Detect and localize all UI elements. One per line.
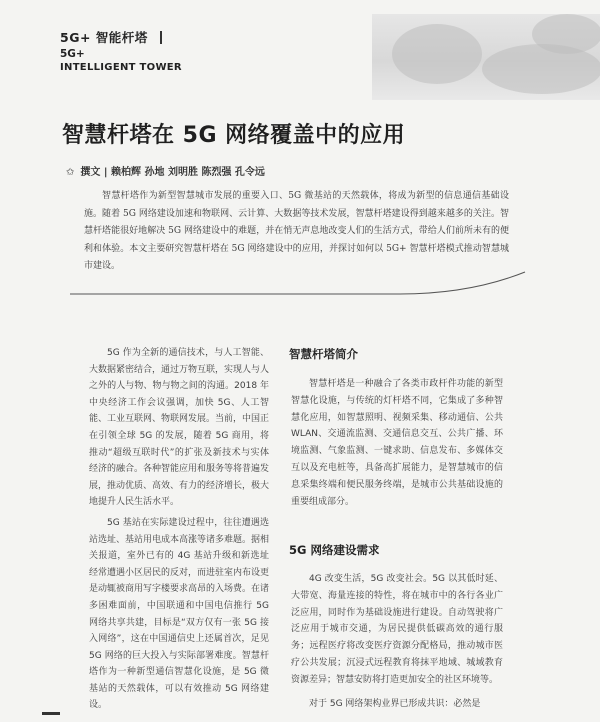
star-icon: ✩: [66, 167, 75, 178]
body-paragraph: 5G 基站在实际建设过程中，往往遭遇选站选址、基站用电成本高涨等诸多难题。据相关报道，室外已有的 4G 基站升级和新选址经常遭遇小区居民的反对，而进驻室内布设更是动辄被商用写字楼要求高昂的入场费。在诸多困难面前，中国联通和中国电信推行 5G 网络共享共建，目标是“双方仅有一张 5G 接入网络”，这在中国通信史上还属首次，足见 5G 网络的巨大投入与实际部署难度。智慧杆塔作为一种新型通信智慧化设施，是 5G 微基站的天然载体，可以有效推动 5G 网络建设。: [89, 517, 270, 711]
left-column: [89, 345, 269, 714]
swoosh-divider: [70, 268, 530, 298]
divider-line: [70, 272, 525, 294]
column-title-separator: [160, 31, 162, 44]
article-title: 智慧杆塔在 5G 网络覆盖中的应用: [62, 123, 406, 148]
body-paragraph: 4G 改变生活，5G 改变社会。5G 以其低时延、大带宽、海量连接的特性，将在城市中的各行各业广泛应用，同时作为基础设施进行建设。自动驾驶将广泛应用于城市交通，为居民提供低碳高效的通行服务；远程医疗将改变医疗资源分配格局，推动城市医疗公共发展；沉浸式远程教育将抹平地域、城域教育资源差异；智慧安防将打造更加安全的社区环境等。: [291, 574, 503, 685]
photo-shape: [532, 14, 600, 54]
column-subtitle-english: INTELLIGENT TOWER: [60, 62, 182, 73]
page-corner-mark: [42, 712, 60, 715]
photo-shape: [392, 24, 482, 84]
section-heading-5g-demand: 5G 网络建设需求: [289, 543, 380, 557]
article-abstract: 智慧杆塔作为新型智慧城市发展的重要入口、5G 微基站的天然载体，将成为新型的信息通信基础设施。随着 5G 网络建设加速和物联网、云计算、大数据等技术发展，智慧杆塔建设得到越来越多的关注。智慧杆塔能很好地解决 5G 网络建设中的难题，并在悄无声息地改变人们的生活方式，带给人们前所未有的便利和体验。本文主要研究智慧杆塔在 5G 网络建设中的应用，并探讨如何以 5G+ 智慧杆塔模式推动智慧城市建设。: [84, 191, 509, 271]
column-title: 5G+ 智能杆塔: [60, 30, 148, 45]
column-subtitle-5g: 5G+: [60, 48, 85, 60]
header-background-photo: [372, 14, 600, 100]
right-column-section2-continued: [291, 696, 503, 713]
right-column-section2: [291, 571, 503, 689]
right-column-section1: [291, 376, 503, 510]
body-paragraph: 对于 5G 网络架构业界已形成共识：必然是: [309, 699, 481, 709]
column-header: [60, 30, 182, 74]
byline-authors: 撰文 | 赖柏辉 孙地 刘明胜 陈烈强 孔令远: [80, 167, 265, 178]
byline: [66, 163, 265, 178]
section-heading-intro: 智慧杆塔简介: [289, 347, 358, 361]
body-paragraph: 5G 作为全新的通信技术，与人工智能、大数据紧密结合，通过万物互联，实现人与人之外的人与物、物与物之间的沟通。2018 年中央经济工作会议强调，加快 5G、人工智能、工业互联网、物联网发展。当前，中国正在引领全球 5G 的发展，随着 5G 商用，将推动“超级互联时代”的扩张及新技术与实体经济的融合。各种智能应用和服务等将普遍发展，推动优质、高效、有力的经济增长，极大地提升人民生活水平。: [89, 348, 270, 508]
body-paragraph: 智慧杆塔是一种融合了各类市政杆件功能的新型智慧化设施，与传统的灯杆塔不同，它集成了多种智慧化应用，如智慧照明、视频采集、移动通信、公共 WLAN、交通流监测、交通信息交互、公共广播、环境监测、气象监测、一键求助、信息发布、多媒体交互以及充电桩等，具备高扩展能力，是智慧城市的信息采集终端和便民服务终端，是城市公共基础设施的重要组成部分。: [291, 379, 503, 507]
